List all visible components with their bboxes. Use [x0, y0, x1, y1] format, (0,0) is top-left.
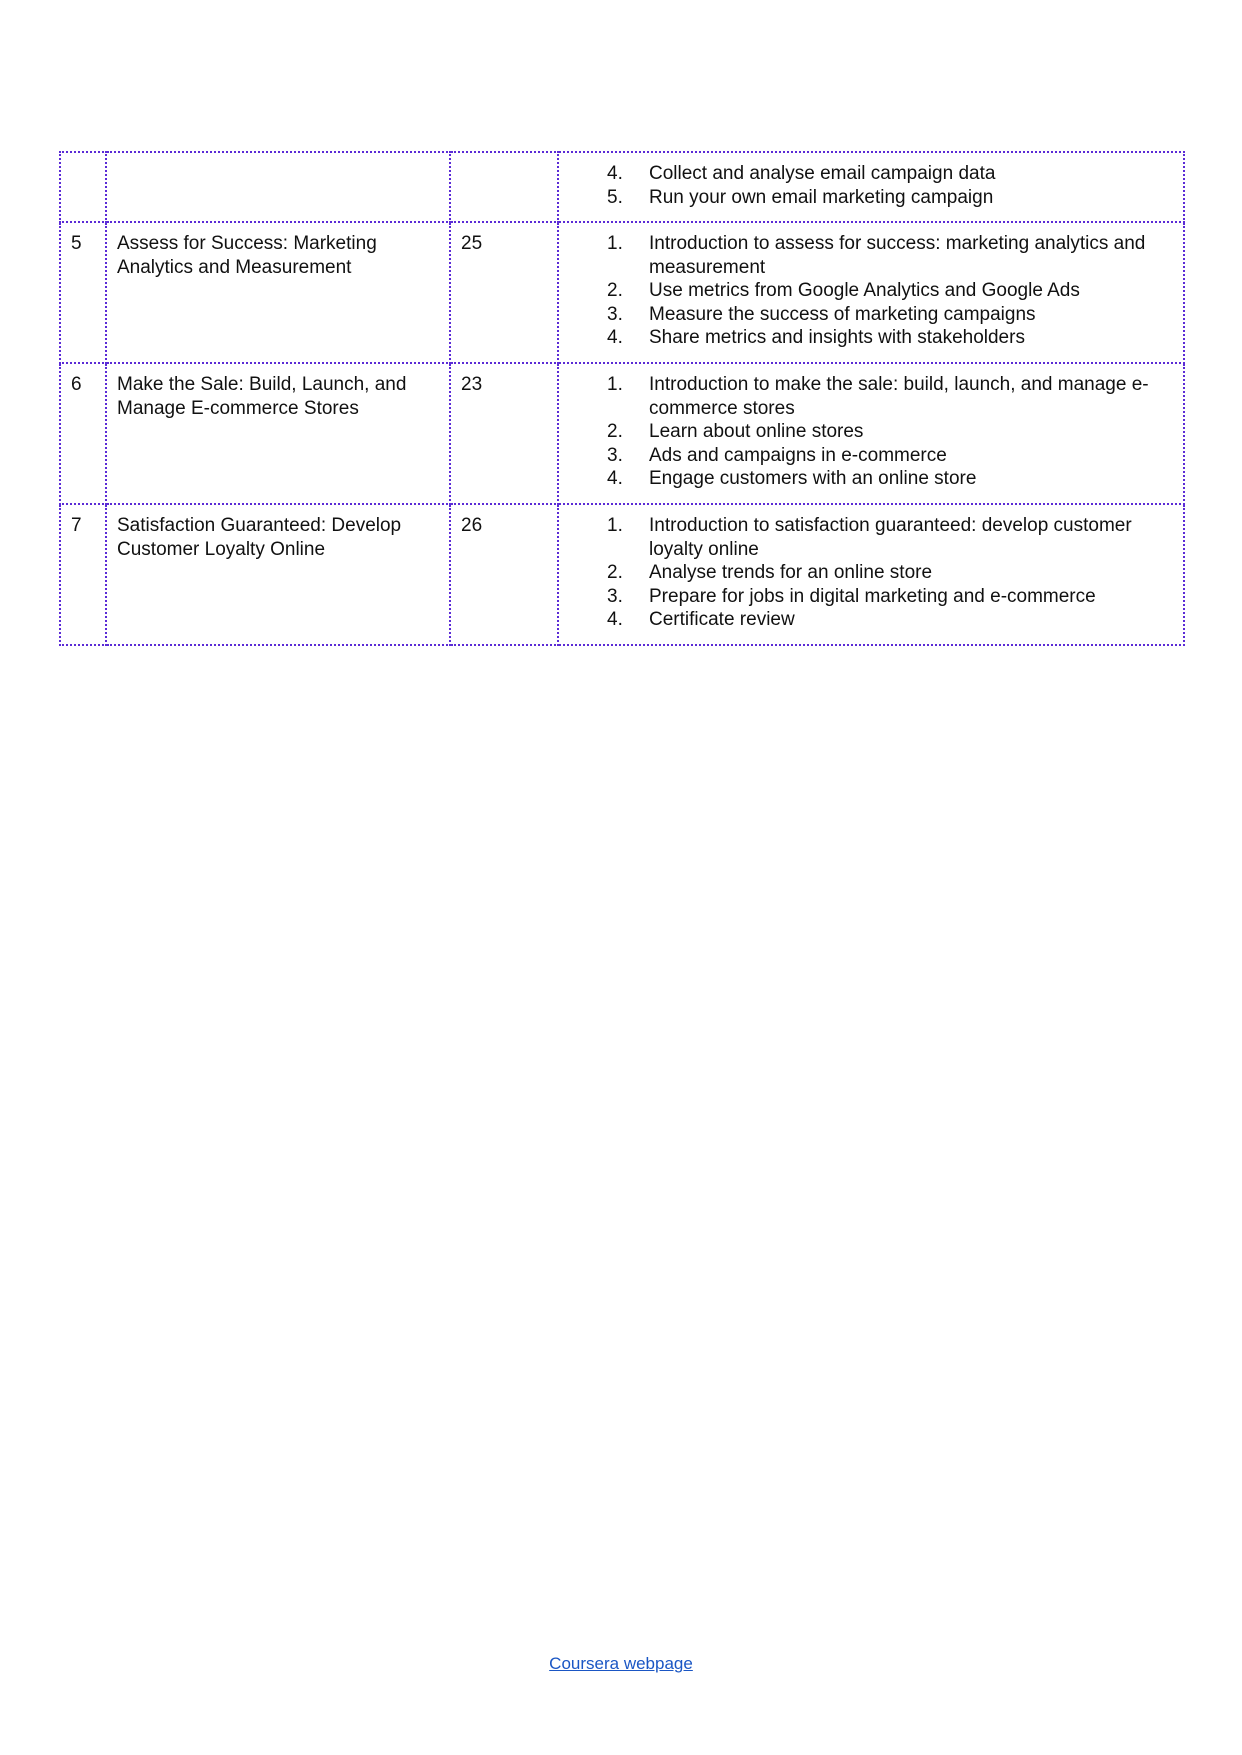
course-title-cell [106, 152, 450, 222]
course-number-cell: 6 [60, 363, 106, 504]
topic-number: 3. [607, 303, 623, 325]
topic-list [569, 162, 1173, 209]
topic-number: 2. [607, 562, 623, 583]
course-number-cell [60, 152, 106, 222]
topic-text: Ads and campaigns in e-commerce [649, 444, 947, 466]
topic-text: Prepare for jobs in digital marketing and e-commerce [649, 585, 1096, 607]
course-topics-cell [558, 222, 1184, 363]
topic-text: Run your own email marketing campaign [649, 186, 994, 208]
list-item [607, 444, 1173, 468]
topic-number: 1. [607, 374, 623, 395]
topic-text: Introduction to satisfaction guaranteed: develop customer loyalty online [649, 515, 1132, 560]
list-item [607, 186, 1173, 210]
list-item [607, 420, 1173, 444]
table-row [60, 363, 1184, 504]
list-item [607, 232, 1173, 279]
list-item [607, 561, 1173, 585]
topic-text: Measure the success of marketing campaigns [649, 303, 1036, 325]
course-hours-cell: 23 [450, 363, 558, 504]
table-row [60, 152, 1184, 222]
topic-text: Analyse trends for an online store [649, 562, 933, 583]
course-number-cell: 5 [60, 222, 106, 363]
table-row [60, 504, 1184, 645]
topic-list [569, 373, 1173, 491]
topic-number: 1. [607, 233, 623, 254]
topic-number: 2. [607, 421, 623, 442]
topic-number: 2. [607, 280, 623, 301]
list-item [607, 162, 1173, 186]
topic-number: 4. [607, 327, 623, 348]
topic-list [569, 514, 1173, 632]
course-title-cell: Satisfaction Guaranteed: Develop Customer Loyalty Online [106, 504, 450, 645]
course-hours-cell [450, 152, 558, 222]
topic-number: 4. [607, 468, 623, 489]
table-row [60, 222, 1184, 363]
topic-text: Introduction to make the sale: build, launch, and manage e-commerce stores [649, 374, 1149, 419]
list-item [607, 303, 1173, 327]
topic-number: 5. [607, 186, 623, 208]
topic-text: Certificate review [649, 609, 795, 630]
topic-text: Use metrics from Google Analytics and Google Ads [649, 280, 1080, 301]
course-title-cell: Assess for Success: Marketing Analytics and Measurement [106, 222, 450, 363]
list-item [607, 279, 1173, 303]
topic-number: 1. [607, 515, 623, 536]
course-topics-cell [558, 363, 1184, 504]
course-hours-cell: 26 [450, 504, 558, 645]
course-hours-cell: 25 [450, 222, 558, 363]
topic-number: 4. [607, 609, 623, 630]
footer [0, 1654, 1242, 1674]
topic-number: 3. [607, 585, 623, 607]
course-topics-cell [558, 152, 1184, 222]
topic-text: Introduction to assess for success: marketing analytics and measurement [649, 233, 1146, 278]
list-item [607, 585, 1173, 609]
topic-text: Engage customers with an online store [649, 468, 977, 489]
topic-text: Share metrics and insights with stakeholders [649, 327, 1025, 348]
topic-text: Learn about online stores [649, 421, 864, 442]
course-table [59, 151, 1185, 646]
course-number-cell: 7 [60, 504, 106, 645]
list-item [607, 608, 1173, 632]
topic-number: 4. [607, 163, 623, 184]
topic-list [569, 232, 1173, 350]
list-item [607, 373, 1173, 420]
coursera-webpage-link[interactable]: Coursera webpage [549, 1654, 693, 1673]
list-item [607, 467, 1173, 491]
list-item [607, 326, 1173, 350]
course-title-cell: Make the Sale: Build, Launch, and Manage E-commerce Stores [106, 363, 450, 504]
course-topics-cell [558, 504, 1184, 645]
topic-number: 3. [607, 444, 623, 466]
topic-text: Collect and analyse email campaign data [649, 163, 996, 184]
list-item [607, 514, 1173, 561]
